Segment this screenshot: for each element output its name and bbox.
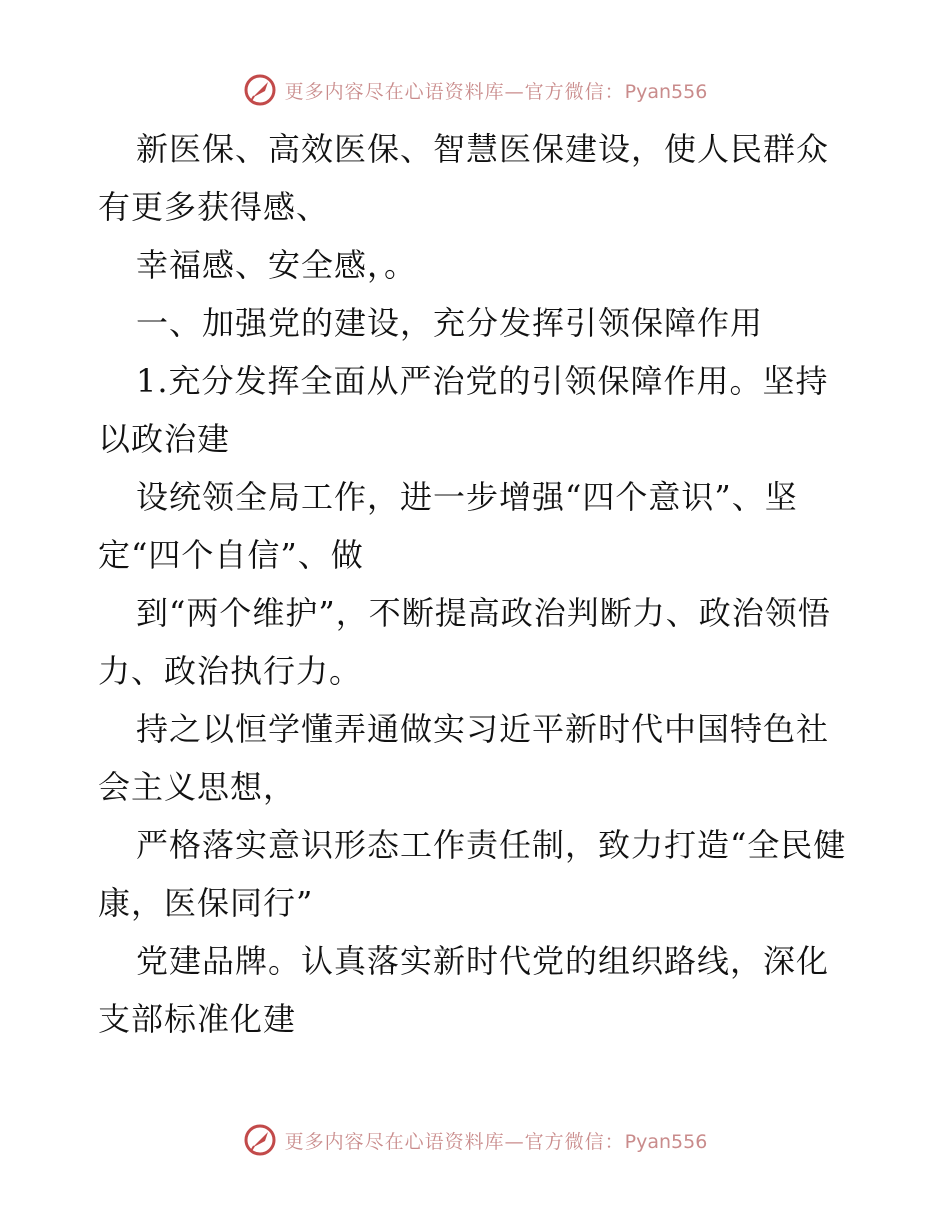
- footer-watermark: [0, 1120, 950, 1160]
- paragraph: 党建品牌。认真落实新时代党的组织路线，深化支部标准化建: [98, 942, 830, 1038]
- quill-logo-icon: [243, 1123, 277, 1157]
- watermark-text: 更多内容尽在心语资料库—官方微信：Pyan556: [284, 1130, 708, 1153]
- paragraph: 1.充分发挥全面从严治党的引领保障作用。坚持以政治建: [98, 362, 829, 458]
- paragraph: 到“两个维护”，不断提高政治判断力、政治领悟力、政治执行力。: [98, 594, 831, 690]
- watermark-account: Pyan556: [624, 1130, 708, 1153]
- watermark-account: Pyan556: [624, 80, 708, 103]
- paragraph: 新医保、高效医保、智慧医保建设，使人民群众有更多获得感、: [98, 130, 830, 226]
- paragraph: 严格落实意识形态工作责任制，致力打造“全民健康，医保同行”: [98, 826, 847, 922]
- document-body: [98, 120, 858, 1048]
- paragraph: 幸福感、安全感，。: [136, 246, 418, 284]
- quill-logo-icon: [243, 73, 277, 107]
- paragraph: 一、加强党的建设，充分发挥引领保障作用: [136, 304, 764, 342]
- paragraph: 设统领全局工作，进一步增强“四个意识”、坚定“四个自信”、做: [98, 478, 798, 574]
- paragraph: 持之以恒学懂弄通做实习近平新时代中国特色社会主义思想，: [98, 710, 830, 806]
- watermark-text: 更多内容尽在心语资料库—官方微信：Pyan556: [284, 80, 708, 103]
- header-watermark: [0, 70, 950, 110]
